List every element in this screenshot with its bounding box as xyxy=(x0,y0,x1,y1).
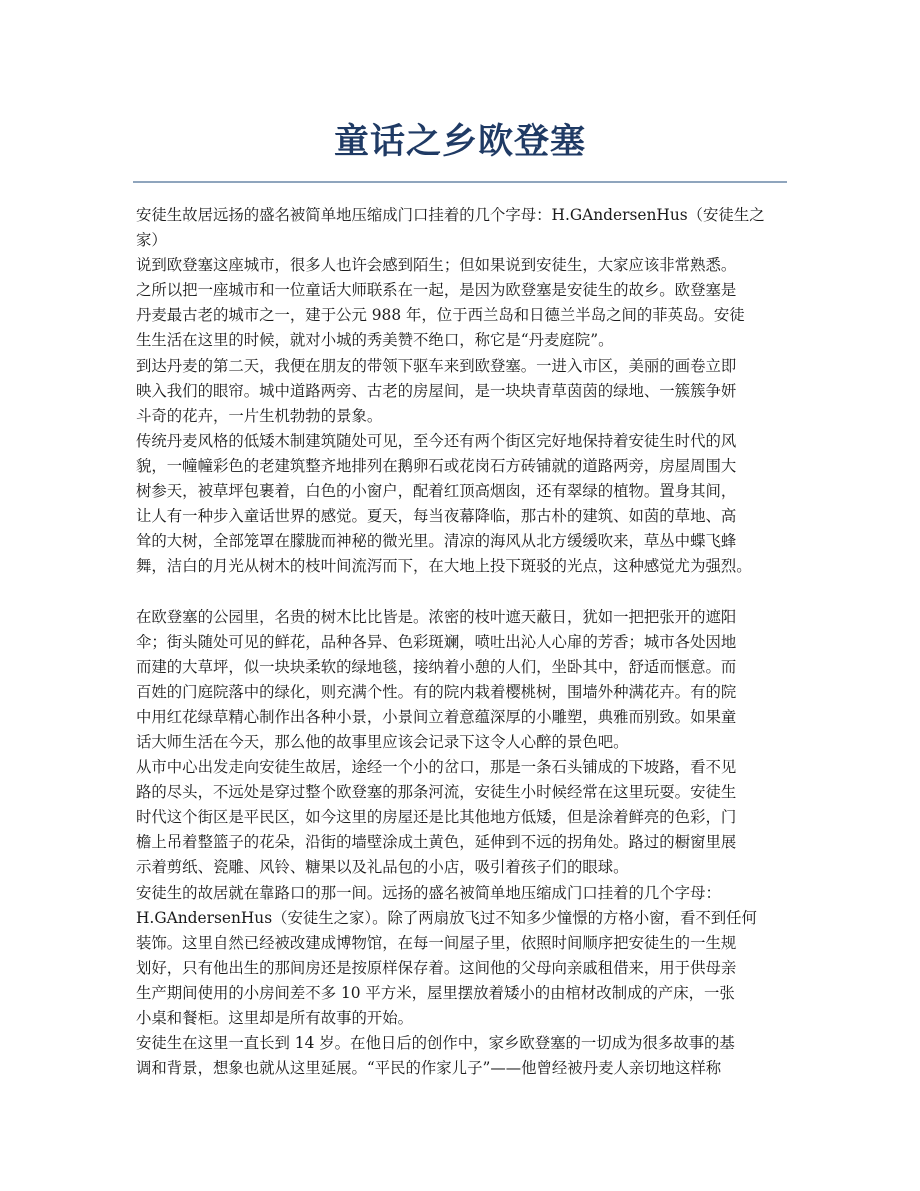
text-line: 映入我们的眼帘。城中道路两旁、古老的房屋间，是一块块青草茵茵的绿地、一簇簇争妍 xyxy=(136,381,737,400)
text-line: 小桌和餐柜。这里却是所有故事的开始。 xyxy=(136,1009,414,1027)
text-line: 调和背景，想象也就从这里延展。“平民的作家儿子”——他曾经被丹麦人亲切地这样称 xyxy=(136,1059,722,1078)
paragraph-1 xyxy=(136,203,816,253)
text-line: 示着剪纸、瓷雕、风铃、糖果以及礼品包的小店，吸引着孩子们的眼球。 xyxy=(136,858,629,877)
text-line: 生生活在这里的时候，就对小城的秀美赞不绝口，称它是“丹麦庭院”。 xyxy=(136,331,614,350)
text-line: 丹麦最古老的城市之一，建于公元 988 年，位于西兰岛和日德兰半岛之间的菲英岛。安徒 xyxy=(136,306,745,325)
text-line: 让人有一种步入童话世界的感觉。夏天，每当夜幕降临，那古朴的建筑、如茵的草地、高 xyxy=(136,507,737,526)
text-line: 百姓的门庭院落中的绿化，则充满个性。有的院内栽着樱桃树，围墙外种满花卉。有的院 xyxy=(136,682,737,701)
text-line: 貌，一幢幢彩色的老建筑整齐地排列在鹅卵石或花岗石方砖铺就的道路两旁，房屋周围大 xyxy=(136,456,737,475)
text-line: 安徒生在这里一直长到 14 岁。在他日后的创作中，家乡欧登塞的一切成为很多故事的基 xyxy=(136,1034,735,1053)
text-line: 斗奇的花卉，一片生机勃勃的景象。 xyxy=(136,406,383,425)
text-line: H.GAndersenHus（安徒生之家）。除了两扇放飞过不知多少憧憬的方格小窗，看不到任何 xyxy=(136,908,757,927)
text-line: 划好，只有他出生的那间房还是按原样保存着。这间他的父母向亲戚租借来，用于供母亲 xyxy=(136,958,737,977)
text-line: 时代这个街区是平民区，如今这里的房屋还是比其他地方低矮，但是涂着鲜亮的色彩，门 xyxy=(136,808,737,827)
text-line: 路的尽头，不远处是穿过整个欧登塞的那条河流，安徒生小时候经常在这里玩耍。安徒生 xyxy=(136,783,737,802)
document-body xyxy=(136,203,816,1081)
paragraph-7 xyxy=(136,881,816,1032)
text-line: 到达丹麦的第二天，我便在朋友的带领下驱车来到欧登塞。一进入市区，美丽的画卷立即 xyxy=(136,356,737,375)
text-line: 舞，洁白的月光从树木的枝叶间流泻而下，在大地上投下斑驳的光点，这种感觉尤为强烈。 xyxy=(136,557,752,576)
title-divider xyxy=(133,181,787,183)
text-line: 家） xyxy=(136,231,167,250)
document-title: 童话之乡欧登塞 xyxy=(333,122,586,162)
paragraph-3 xyxy=(136,354,816,429)
text-line: 檐上吊着整篮子的花朵，沿街的墙壁涂成土黄色，延伸到不远的拐角处。路过的橱窗里展 xyxy=(136,833,737,852)
paragraph-2 xyxy=(136,253,816,353)
paragraph-4 xyxy=(136,429,816,580)
text-line: 安徒生故居远扬的盛名被简单地压缩成门口挂着的几个字母：H.GAndersenHus（安徒生之 xyxy=(136,206,765,224)
text-line: 树参天，被草坪包裹着，白色的小窗户，配着红顶高烟囱，还有翠绿的植物。置身其间， xyxy=(136,482,737,501)
text-line: 说到欧登塞这座城市，很多人也许会感到陌生；但如果说到安徒生，大家应该非常熟悉。 xyxy=(136,256,737,275)
text-line: 话大师生活在今天，那么他的故事里应该会记录下这令人心醉的景色吧。 xyxy=(136,732,629,751)
paragraph-5 xyxy=(136,605,816,756)
text-line: 耸的大树，全部笼罩在朦胧而神秘的微光里。清凉的海风从北方缓缓吹来，草丛中蝶飞蜂 xyxy=(136,532,737,551)
paragraph-6 xyxy=(136,755,816,880)
text-line: 之所以把一座城市和一位童话大师联系在一起，是因为欧登塞是安徒生的故乡。欧登塞是 xyxy=(136,281,737,300)
text-line: 从市中心出发走向安徒生故居，途经一个小的岔口，那是一条石头铺成的下坡路，看不见 xyxy=(136,758,737,777)
text-line: 在欧登塞的公园里，名贵的树木比比皆是。浓密的枝叶遮天蔽日，犹如一把把张开的遮阳 xyxy=(136,607,737,626)
text-line: 装饰。这里自然已经被改建成博物馆，在每一间屋子里，依照时间顺序把安徒生的一生规 xyxy=(136,933,737,952)
text-line: 中用红花绿草精心制作出各种小景，小景间立着意蕴深厚的小雕塑，典雅而别致。如果童 xyxy=(136,707,737,726)
text-line: 生产期间使用的小房间差不多 10 平方米，屋里摆放着矮小的由棺材改制成的产床，一张 xyxy=(136,983,735,1002)
paragraph-8 xyxy=(136,1031,816,1081)
text-line: 而建的大草坪，似一块块柔软的绿地毯，接纳着小憩的人们，坐卧其中，舒适而惬意。而 xyxy=(136,657,737,676)
paragraph-spacer xyxy=(136,579,816,604)
text-line: 安徒生的故居就在靠路口的那一间。远扬的盛名被简单地压缩成门口挂着的几个字母： xyxy=(136,883,721,902)
text-line: 伞；街头随处可见的鲜花，品种各异、色彩斑斓，喷吐出沁人心扉的芳香；城市各处因地 xyxy=(136,632,737,651)
text-line: 传统丹麦风格的低矮木制建筑随处可见，至今还有两个街区完好地保持着安徒生时代的风 xyxy=(136,431,737,450)
